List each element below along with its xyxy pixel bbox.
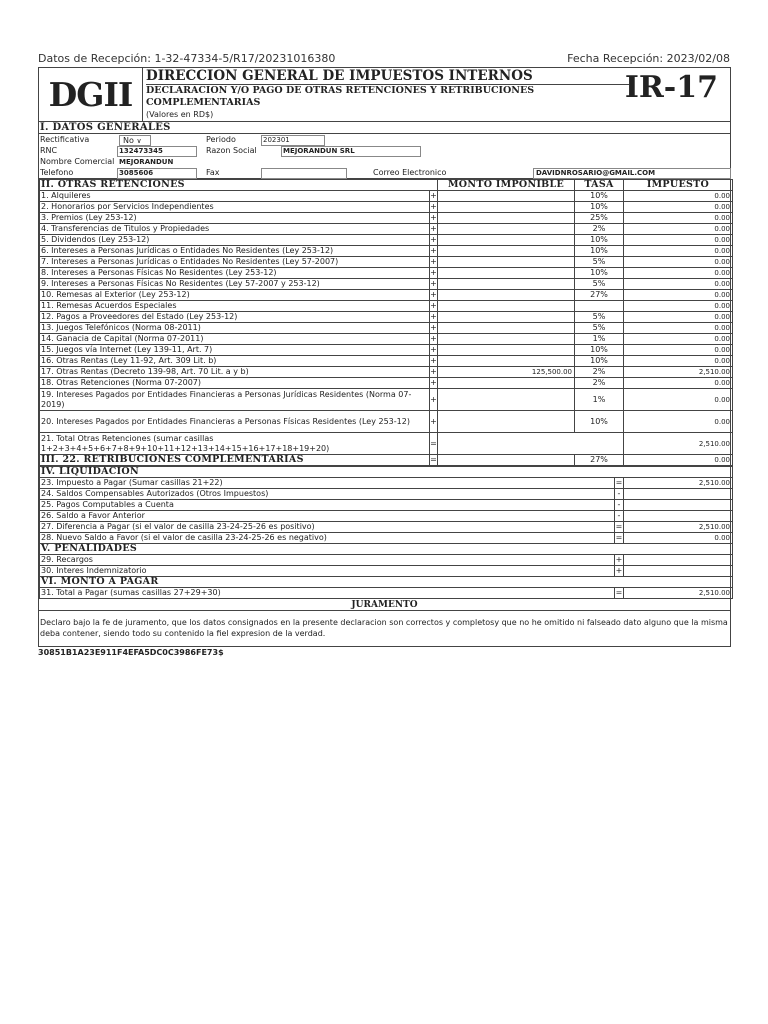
retencion-row: [40, 246, 733, 257]
retencion-label: 2. Honorarios por Servicios Independientes: [40, 202, 430, 213]
row-op: =: [615, 478, 623, 487]
retencion-impuesto: 0.00: [624, 334, 733, 345]
chevron-down-icon: ∨: [136, 137, 142, 145]
retencion-tasa: 5%: [575, 279, 624, 290]
retencion-row: [40, 367, 733, 378]
retencion-op: +: [430, 367, 437, 376]
retencion-label: 7. Intereses a Personas Jurídicas o Entidades No Residentes (Ley 57-2007): [40, 257, 430, 268]
section-header-row: [40, 544, 733, 555]
retencion-row: [40, 224, 733, 235]
retencion-impuesto: 0.00: [624, 235, 733, 246]
retencion-tasa: 2%: [575, 378, 624, 389]
retencion-monto[interactable]: [438, 191, 575, 202]
retencion-label: 20. Intereses Pagados por Entidades Financieras a Personas Físicas Residentes (Ley 253-12): [40, 411, 430, 433]
retencion-monto[interactable]: [438, 268, 575, 279]
total-otras-retenciones-row: [40, 433, 733, 455]
retencion-op: +: [430, 191, 437, 200]
retencion-op: +: [430, 389, 438, 411]
liquidacion-row: [40, 500, 733, 511]
dgii-logo: DGII: [39, 68, 143, 121]
col-impuesto-header: IMPUESTO: [624, 180, 733, 191]
document-hash: 30851B1A23E911F4EFA5DC0C3986FE73$: [38, 648, 224, 657]
retencion-monto[interactable]: [438, 235, 575, 246]
penalidades-row: [40, 555, 733, 566]
row-label: 27. Diferencia a Pagar (si el valor de casilla 23-24-25-26 es positivo): [40, 522, 615, 533]
retencion-monto[interactable]: 125,500.00: [438, 367, 575, 378]
liquidacion-row: [40, 478, 733, 489]
retencion-op: +: [430, 411, 438, 433]
section-title-penalidades: V. PENALIDADES: [40, 544, 733, 555]
retencion-monto[interactable]: [438, 378, 575, 389]
retribuciones-tasa: 27%: [575, 455, 624, 466]
retencion-row: [40, 191, 733, 202]
retencion-row: [40, 235, 733, 246]
retenciones-body: [40, 191, 733, 433]
liquidacion-row: [40, 522, 733, 533]
row-value[interactable]: [624, 500, 733, 511]
row-op: =: [615, 533, 623, 542]
row-op: +: [615, 566, 623, 575]
retencion-label: 18. Otras Retenciones (Norma 07-2007): [40, 378, 430, 389]
retencion-op: +: [430, 323, 437, 332]
retencion-tasa: 1%: [575, 389, 624, 411]
retencion-op: +: [430, 224, 437, 233]
values-note: (Valores en RD$): [146, 110, 214, 119]
retencion-op: +: [430, 268, 437, 277]
reception-info-bar: [38, 52, 730, 66]
penalidades-row: [40, 566, 733, 577]
retencion-impuesto: 0.00: [624, 246, 733, 257]
retencion-label: 12. Pagos a Proveedores del Estado (Ley 253-12): [40, 312, 430, 323]
retencion-label: 11. Remesas Acuerdos Especiales: [40, 301, 430, 312]
section-header-row: [40, 467, 733, 478]
retencion-impuesto: 0.00: [624, 301, 733, 312]
retencion-impuesto: 0.00: [624, 378, 733, 389]
retencion-tasa: 10%: [575, 191, 624, 202]
form-code: IR-17: [624, 70, 718, 105]
retencion-monto[interactable]: [438, 246, 575, 257]
retencion-op: +: [430, 213, 437, 222]
retencion-row: [40, 323, 733, 334]
juramento-text: Declaro bajo la fe de juramento, que los datos consignados en la presente declaracion son correctos y completosy que no he omitido ni falseado dato alguno que la misma deba contener, siendo todo su contenido la fiel expresion de la verdad.: [40, 618, 728, 638]
retencion-impuesto: 0.00: [624, 279, 733, 290]
retencion-row: [40, 411, 733, 433]
retribuciones-op: =: [430, 455, 437, 464]
retencion-label: 13. Juegos Telefónicos (Norma 08-2011): [40, 323, 430, 334]
section-title-monto-pagar: VI. MONTO A PAGAR: [40, 577, 733, 588]
retencion-tasa: 10%: [575, 268, 624, 279]
retribuciones-monto[interactable]: [438, 455, 575, 466]
retencion-monto[interactable]: [438, 323, 575, 334]
retencion-op: +: [430, 290, 437, 299]
retencion-monto[interactable]: [438, 257, 575, 268]
retencion-monto[interactable]: [438, 334, 575, 345]
liquidacion-body: [40, 467, 733, 599]
retencion-tasa: [575, 301, 624, 312]
juramento-title: JURAMENTO: [39, 599, 730, 611]
retencion-tasa: 10%: [575, 356, 624, 367]
retencion-monto[interactable]: [438, 345, 575, 356]
nombre-comercial-label: Nombre Comercial: [40, 157, 115, 166]
retencion-op: +: [430, 246, 437, 255]
form-header: [39, 68, 730, 122]
retencion-tasa: 10%: [575, 345, 624, 356]
retencion-monto[interactable]: [438, 301, 575, 312]
retencion-op: +: [430, 312, 437, 321]
retencion-impuesto: 0.00: [624, 411, 733, 433]
retencion-impuesto: 0.00: [624, 202, 733, 213]
retencion-tasa: 5%: [575, 312, 624, 323]
row-label: 29. Recargos: [40, 555, 615, 566]
telefono-value: 3085606: [119, 169, 154, 177]
retencion-tasa: 10%: [575, 235, 624, 246]
retencion-op: +: [430, 356, 437, 365]
reception-date: Fecha Recepción: 2023/02/08: [567, 52, 730, 65]
row-value[interactable]: [624, 566, 733, 577]
retencion-tasa: 5%: [575, 323, 624, 334]
retencion-op: +: [430, 378, 437, 387]
retencion-label: 14. Ganacia de Capital (Norma 07-2011): [40, 334, 430, 345]
row-value[interactable]: 2,510.00: [624, 478, 733, 489]
section-title-liquidacion: IV. LIQUIDACION: [40, 467, 733, 478]
correo-label: Correo Electronico: [373, 168, 447, 177]
periodo-label: Periodo: [206, 135, 236, 144]
liquidacion-row: [40, 489, 733, 500]
row-value[interactable]: [624, 511, 733, 522]
retencion-impuesto: 0.00: [624, 213, 733, 224]
retencion-impuesto: 0.00: [624, 323, 733, 334]
retencion-row: [40, 279, 733, 290]
retencion-label: 8. Intereses a Personas Físicas No Residentes (Ley 253-12): [40, 268, 430, 279]
retencion-row: [40, 202, 733, 213]
retencion-monto[interactable]: [438, 213, 575, 224]
row-value[interactable]: [624, 489, 733, 500]
retencion-tasa: 2%: [575, 224, 624, 235]
liquidacion-row: [40, 511, 733, 522]
retencion-impuesto: 0.00: [624, 268, 733, 279]
retencion-op: +: [430, 334, 437, 343]
retencion-op: +: [430, 345, 437, 354]
retencion-label: 6. Intereses a Personas Jurídicas o Entidades No Residentes (Ley 253-12): [40, 246, 430, 257]
row-value[interactable]: 2,510.00: [624, 588, 733, 599]
retencion-op: +: [430, 301, 437, 310]
retencion-label: 19. Intereses Pagados por Entidades Financieras a Personas Jurídicas Residentes (Norma 07-2019): [40, 389, 430, 411]
retencion-row: [40, 345, 733, 356]
row-label: 26. Saldo a Favor Anterior: [40, 511, 615, 522]
retencion-tasa: 10%: [575, 411, 624, 433]
retencion-monto[interactable]: [438, 356, 575, 367]
retencion-tasa: 2%: [575, 367, 624, 378]
liquidacion-row: [40, 533, 733, 544]
retencion-row: [40, 378, 733, 389]
telefono-label: Telefono: [40, 168, 74, 177]
razon-social-label: Razon Social: [206, 146, 257, 155]
fax-field[interactable]: [261, 168, 347, 179]
retencion-monto[interactable]: [438, 312, 575, 323]
retencion-tasa: 10%: [575, 246, 624, 257]
retencion-tasa: 5%: [575, 257, 624, 268]
total-value: 2,510.00: [624, 433, 733, 455]
retencion-impuesto: 0.00: [624, 224, 733, 235]
row-label: 30. Interes Indemnizatorio: [40, 566, 615, 577]
nombre-comercial-value: MEJORANDUN: [119, 158, 174, 166]
retencion-row: [40, 389, 733, 411]
section-header-row: [40, 577, 733, 588]
row-value[interactable]: 2,510.00: [624, 522, 733, 533]
retencion-impuesto: 0.00: [624, 345, 733, 356]
retencion-label: 17. Otras Rentas (Decreto 139-98, Art. 70 Lit. a y b): [40, 367, 430, 378]
retencion-impuesto: 0.00: [624, 356, 733, 367]
retencion-tasa: 25%: [575, 213, 624, 224]
row-op: -: [615, 500, 624, 511]
retencion-impuesto: 0.00: [624, 389, 733, 411]
total-blank: [438, 433, 624, 455]
retencion-row: [40, 213, 733, 224]
row-op: -: [615, 489, 624, 500]
row-op: +: [615, 555, 623, 564]
retencion-op: +: [430, 235, 437, 244]
row-value[interactable]: 0.00: [624, 533, 733, 544]
rectificativa-value: No: [123, 136, 134, 145]
rnc-value: 132473345: [119, 147, 163, 155]
retencion-impuesto: 0.00: [624, 257, 733, 268]
retencion-impuesto: 0.00: [624, 312, 733, 323]
retencion-row: [40, 356, 733, 367]
retencion-tasa: 1%: [575, 334, 624, 345]
retencion-tasa: 27%: [575, 290, 624, 301]
row-value[interactable]: [624, 555, 733, 566]
rectificativa-select[interactable]: [119, 135, 151, 146]
retencion-label: 10. Remesas al Exterior (Ley 253-12): [40, 290, 430, 301]
retencion-label: 9. Intereses a Personas Físicas No Residentes (Ley 57-2007 y 253-12): [40, 279, 430, 290]
retencion-tasa: 10%: [575, 202, 624, 213]
retencion-label: 3. Premios (Ley 253-12): [40, 213, 430, 224]
section-general: I. DATOS GENERALES: [39, 122, 730, 134]
retencion-label: 4. Transferencias de Titulos y Propiedades: [40, 224, 430, 235]
row-op: =: [615, 522, 623, 531]
retencion-op: +: [430, 279, 437, 288]
retenciones-title: II. OTRAS RETENCIONES: [40, 180, 438, 191]
retenciones-table: [39, 179, 733, 466]
retencion-label: 5. Dividendos (Ley 253-12): [40, 235, 430, 246]
razon-social-value: MEJORANDUN SRL: [283, 147, 355, 155]
retencion-row: [40, 301, 733, 312]
row-label: 25. Pagos Computables a Cuenta: [40, 500, 615, 511]
periodo-value: 202301: [263, 136, 290, 144]
liquidacion-table: [39, 466, 733, 599]
retencion-row: [40, 290, 733, 301]
retencion-op: +: [430, 257, 437, 266]
retencion-monto[interactable]: [438, 279, 575, 290]
col-tasa-header: TASA: [575, 180, 624, 191]
rectificativa-label: Rectificativa: [40, 135, 90, 144]
total-label: 21. Total Otras Retenciones (sumar casillas 1+2+3+4+5+6+7+8+9+10+11+12+13+14+15+16+17+18+19+20): [40, 433, 430, 455]
retencion-monto[interactable]: [438, 411, 575, 433]
retencion-row: [40, 312, 733, 323]
retencion-impuesto: 2,510.00: [624, 367, 733, 378]
retencion-label: 1. Alquileres: [40, 191, 430, 202]
retencion-row: [40, 268, 733, 279]
row-op: =: [615, 588, 623, 597]
fax-label: Fax: [206, 168, 220, 177]
rnc-label: RNC: [40, 146, 58, 155]
retribuciones-impuesto: 0.00: [624, 455, 733, 466]
row-label: 31. Total a Pagar (sumas casillas 27+29+30): [40, 588, 615, 599]
form-title: DIRECCION GENERAL DE IMPUESTOS INTERNOS: [146, 68, 629, 85]
row-label: 23. Impuesto a Pagar (Sumar casillas 21+22): [40, 478, 615, 489]
retencion-label: 15. Juegos vía Internet (Ley 139-11, Art. 7): [40, 345, 430, 356]
retencion-monto[interactable]: [438, 389, 575, 411]
row-op: -: [615, 511, 624, 522]
retribuciones-row: [40, 455, 733, 466]
correo-value: DAVIDNROSARIO@GMAIL.COM: [536, 169, 656, 177]
retencion-impuesto: 0.00: [624, 191, 733, 202]
reception-data: Datos de Recepción: 1-32-47334-5/R17/20231016380: [38, 52, 336, 65]
retencion-label: 16. Otras Rentas (Ley 11-92, Art. 309 Lit. b): [40, 356, 430, 367]
retencion-monto[interactable]: [438, 224, 575, 235]
retribuciones-label: III. 22. RETRIBUCIONES COMPLEMENTARIAS: [40, 455, 430, 466]
retencion-monto[interactable]: [438, 202, 575, 213]
retenciones-header-row: [40, 180, 733, 191]
total-op: =: [430, 433, 438, 455]
general-data: [39, 134, 730, 179]
retencion-monto[interactable]: [438, 290, 575, 301]
monto-pagar-row: [40, 588, 733, 599]
row-label: 28. Nuevo Saldo a Favor (si el valor de casilla 23-24-25-26 es negativo): [40, 533, 615, 544]
retencion-impuesto: 0.00: [624, 290, 733, 301]
col-monto-header: MONTO IMPONIBLE: [438, 180, 575, 191]
retencion-row: [40, 257, 733, 268]
row-label: 24. Saldos Compensables Autorizados (Otros Impuestos): [40, 489, 615, 500]
form-subtitle: DECLARACION Y/O PAGO DE OTRAS RETENCIONES Y RETRIBUCIONES COMPLEMENTARIAS: [146, 85, 535, 108]
retencion-op: +: [430, 202, 437, 211]
retencion-row: [40, 334, 733, 345]
ir17-form: [38, 67, 731, 647]
